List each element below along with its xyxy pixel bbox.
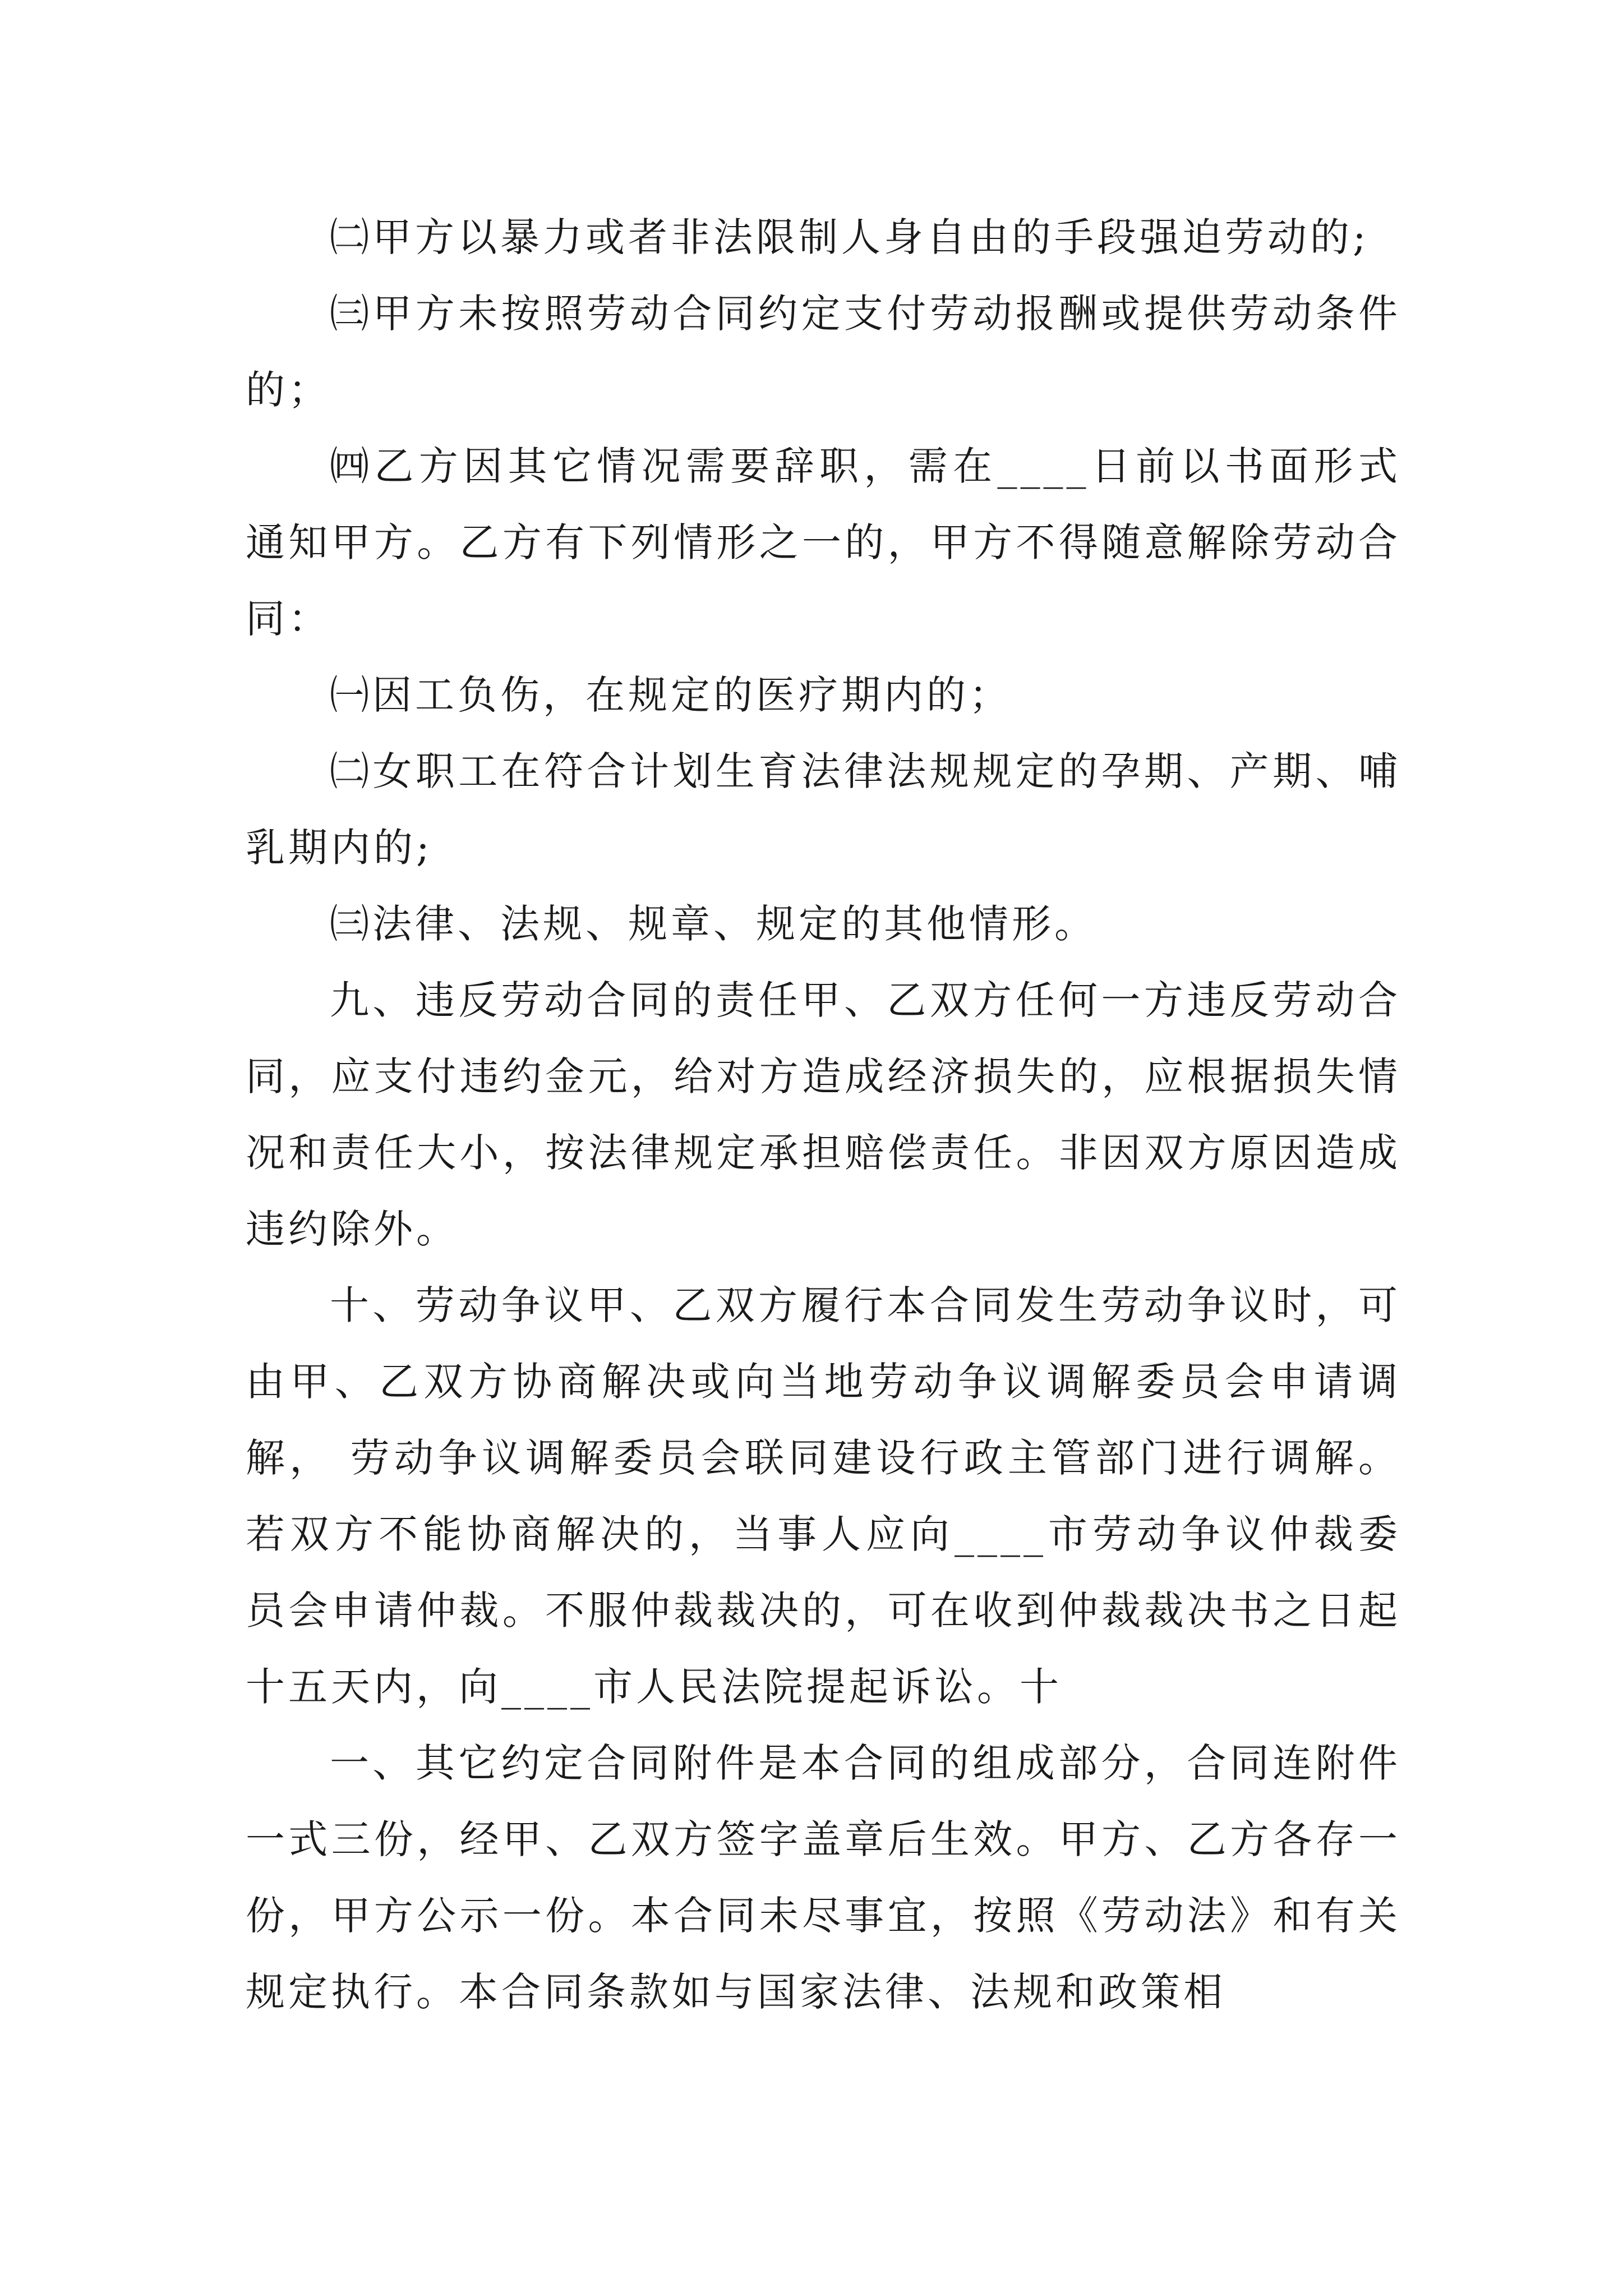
section-11-other-agreements: 一、其它约定合同附件是本合同的组成部分，合同连附件一式三份，经甲、乙双方签字盖章后生效。甲方、乙方各存一份，甲方公示一份。本合同未尽事宜，按照《劳动法》和有关规定执行。本合同条款如与国家法律、法规和政策相 <box>246 1740 1401 2015</box>
clause-3-unpaid-remuneration: ㈢甲方未按照劳动合同约定支付劳动报酬或提供劳动条件的； <box>246 291 1401 413</box>
clause-2-violent-coercion: ㈡甲方以暴力或者非法限制人身自由的手段强迫劳动的; <box>330 214 1370 260</box>
clause-1-work-injury: ㈠因工负伤，在规定的医疗期内的； <box>330 672 1012 718</box>
section-9-breach-liability: 九、违反劳动合同的责任甲、乙双方任何一方违反劳动合同，应支付违约金元，给对方造成经济损失的，应根据损失情况和责任大小，按法律规定承担赔偿责任。非因双方原因造成违约除外。 <box>246 977 1401 1252</box>
section-10-labor-dispute: 十、劳动争议甲、乙双方履行本合同发生劳动争议时，可由甲、乙双方协商解决或向当地劳动争议调解委员会申请调解， 劳动争议调解委员会联同建设行政主管部门进行调解。若双方不能协商解决的，当事人应向____市劳动争议仲裁委员会申请仲裁。不服仲裁裁决的，可在收到仲裁裁决书之日起十五天内，向____市人民法院提起诉讼。十 <box>246 1282 1401 1710</box>
clause-3-other-circumstances: ㈢法律、法规、规章、规定的其他情形。 <box>330 901 1097 947</box>
clause-2-female-employee: ㈡女职工在符合计划生育法律法规规定的孕期、产期、哺乳期内的; <box>246 748 1401 871</box>
document-body <box>246 199 1401 2030</box>
clause-4-resignation-notice: ㈣乙方因其它情况需要辞职，需在____日前以书面形式通知甲方。乙方有下列情形之一的，甲方不得随意解除劳动合同： <box>246 443 1401 642</box>
